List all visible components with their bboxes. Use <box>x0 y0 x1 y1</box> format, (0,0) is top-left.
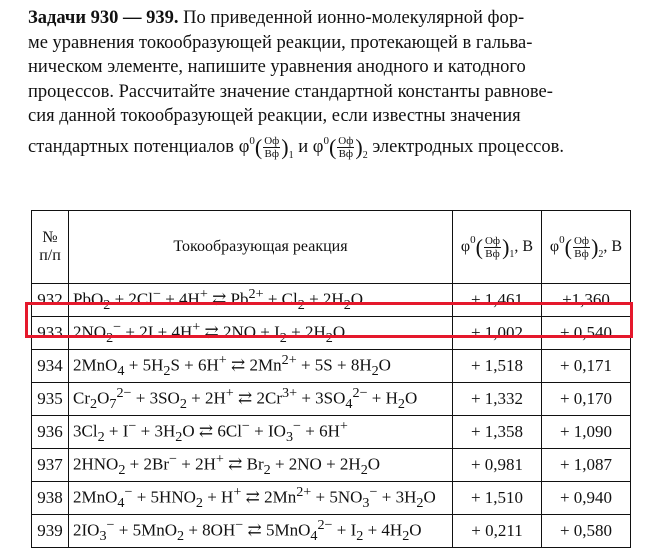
ox-red-fraction <box>337 135 354 160</box>
row-number: 938 <box>32 482 69 515</box>
phi-letter: φ <box>312 136 324 157</box>
row-number: 937 <box>32 449 69 482</box>
ox-label: Оф <box>264 134 280 147</box>
reaction-equation: $Cr_2O_7^{2-} + 3SO_2 + 2H^+$ ⇄ $2Cr^{3+} + 3SO_4^{2-} + H_2O$ <box>69 383 453 416</box>
phi-sub: 1 <box>288 149 294 161</box>
red-label: Вф <box>574 247 589 260</box>
header-phi1: $\varphi^0$( $\frac{Оф}{Вф}$ )$_1$, В <box>453 211 542 284</box>
phi-sub: 1 <box>509 248 515 260</box>
phi2-value: +1,360 <box>542 284 631 317</box>
ox-red-fraction <box>484 235 501 260</box>
intro-line-4: процессов. Рассчитайте значение стандартной константы равнове- <box>28 81 553 102</box>
phi2-value: + 0,540 <box>542 317 631 350</box>
reaction-equation: $2HNO_2 + 2Br^- + 2H^+$ ⇄ $Br_2 + 2NO + 2H_2O$ <box>69 449 453 482</box>
unit-label: , В <box>514 237 534 255</box>
phi2-value: + 1,087 <box>542 449 631 482</box>
intro-text-1: По приведенной ионно-молекулярной фор- <box>183 8 525 28</box>
phi2-value: + 1,090 <box>542 416 631 449</box>
intro-text-6a: стандартных потенциалов <box>28 136 235 157</box>
intro-line-1 <box>28 6 632 31</box>
table-row <box>32 416 631 449</box>
phi-letter: φ <box>549 237 560 255</box>
row-number: 936 <box>32 416 69 449</box>
table-row <box>32 449 631 482</box>
red-label: Вф <box>485 247 500 260</box>
ox-red-fraction <box>573 235 590 260</box>
phi1-value: + 1,510 <box>453 482 542 515</box>
phi1-value: + 0,211 <box>453 515 542 548</box>
phi-zero: 0 <box>249 134 255 147</box>
phi-sub: 2 <box>598 248 604 260</box>
reaction-equation: $2NO_2^- + 2I + 4H^+$ ⇄ $2NO + I_2 + 2H_2O$ <box>69 317 453 350</box>
header-number: № п/п <box>32 211 69 284</box>
red-label: Вф <box>338 147 354 160</box>
phi2-value: + 0,170 <box>542 383 631 416</box>
reaction-equation: $2IO_3^- + 5MnO_2 + 8OH^-$ ⇄ $5MnO_4^{2-} + I_2 + 4H_2O$ <box>69 515 453 548</box>
row-number: 939 <box>32 515 69 548</box>
table-row <box>32 350 631 383</box>
phi1-value: + 1,332 <box>453 383 542 416</box>
header-phi2: $\varphi^0$( $\frac{Оф}{Вф}$ )$_2$, В <box>542 211 631 284</box>
phi-zero: 0 <box>559 233 565 246</box>
table-row <box>32 383 631 416</box>
table-header <box>32 211 631 284</box>
ox-label: Оф <box>573 234 590 247</box>
reaction-equation: $3Cl_2 + I^- + 3H_2O$ ⇄ $6Cl^- + IO_3^- + 6H^+$ <box>69 416 453 449</box>
ox-label: Оф <box>484 234 501 247</box>
phi1-value: + 1,358 <box>453 416 542 449</box>
phi2-value: + 0,940 <box>542 482 631 515</box>
task-heading: Задачи 930 — 939. <box>28 8 179 28</box>
phi2-value: + 0,580 <box>542 515 631 548</box>
header-reaction: Токообразующая реакция <box>69 211 453 284</box>
row-number: 934 <box>32 350 69 383</box>
phi-symbol-1: $\varphi^0$( $\frac{Оф}{Вф}$ )$_1$ <box>238 134 294 161</box>
reactions-table <box>31 210 631 548</box>
phi1-value: + 1,461 <box>453 284 542 317</box>
unit-label: , В <box>603 237 623 255</box>
row-number: 935 <box>32 383 69 416</box>
table-row <box>32 515 631 548</box>
reaction-equation: PbO$_2$ + 2Cl− + 4H+ ⇄ $Pb^{2+} + Cl_2 + 2H_2O$ <box>69 284 453 317</box>
phi1-value: + 1,002 <box>453 317 542 350</box>
phi-letter: φ <box>238 136 250 157</box>
phi2-value: + 0,171 <box>542 350 631 383</box>
problem-statement <box>28 6 632 168</box>
reaction-equation: $2MnO_4 + 5H_2S + 6H^+$ ⇄ $2Mn^{2+} + 5S + 8H_2O$ <box>69 350 453 383</box>
intro-line-2: ме уравнения токообразующей реакции, протекающей в гальва- <box>28 32 533 53</box>
phi-zero: 0 <box>470 233 476 246</box>
row-number: 932 <box>32 284 69 317</box>
intro-line-6 <box>28 129 632 169</box>
intro-line-5: сия данной токообразующей реакции, если известны значения <box>28 106 521 126</box>
table-row <box>32 482 631 515</box>
phi-symbol-2: $\varphi^0$( $\frac{Оф}{Вф}$ )$_2$ <box>312 134 368 161</box>
red-label: Вф <box>264 147 279 160</box>
intro-line-3: ническом элементе, напишите уравнения анодного и катодного <box>28 57 526 77</box>
phi-zero: 0 <box>323 134 329 147</box>
reaction-equation: $2MnO_4^- + 5HNO_2 + H^+$ ⇄ $2Mn^{2+} + 5NO_3^- + 3H_2O$ <box>69 482 453 515</box>
row-number: 933 <box>32 317 69 350</box>
phi1-value: + 0,981 <box>453 449 542 482</box>
intro-text-6c: электродных процессов. <box>372 136 565 157</box>
intro-text-6b: и <box>298 136 309 157</box>
phi-sub: 2 <box>362 149 368 161</box>
ox-label: Оф <box>338 134 354 147</box>
row-highlight-box <box>25 302 633 338</box>
ox-red-fraction <box>263 135 280 160</box>
phi-letter: φ <box>460 237 471 255</box>
phi1-value: + 1,518 <box>453 350 542 383</box>
